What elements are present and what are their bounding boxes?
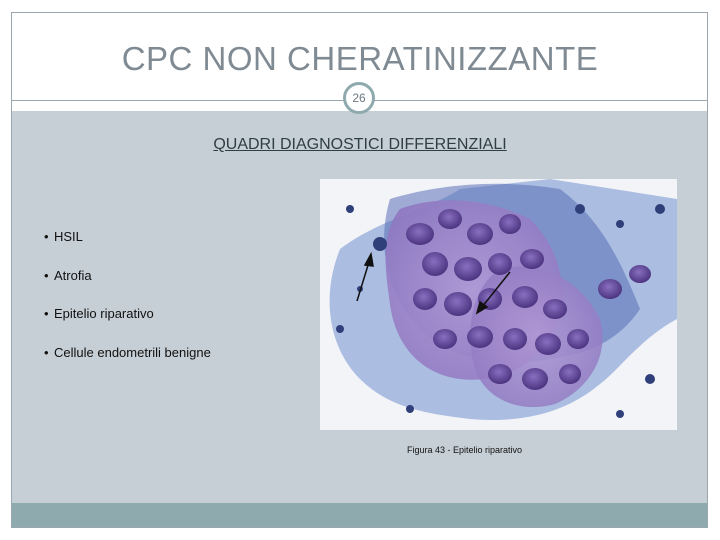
bullet-icon: • xyxy=(44,344,49,360)
bullet-item xyxy=(44,345,211,364)
bullet-item xyxy=(44,268,211,287)
bullet-text: Cellule endometrili benigne xyxy=(54,344,211,360)
slide-title: CPC NON CHERATINIZZANTE xyxy=(121,40,599,77)
bullet-text: Atrofia xyxy=(54,267,92,283)
bullet-icon: • xyxy=(44,306,49,321)
bullet-text: HSIL xyxy=(54,229,83,244)
bullet-item xyxy=(44,306,211,325)
footer-band xyxy=(12,503,707,527)
bullet-list xyxy=(44,229,211,383)
figure-caption: Figura 43 - Epitelio riparativo xyxy=(407,445,523,455)
micrograph-image xyxy=(320,179,677,430)
bullet-item xyxy=(44,229,211,248)
bullet-icon: • xyxy=(44,229,49,244)
slide-subtitle: QUADRI DIAGNOSTICI DIFFERENZIALI xyxy=(213,136,507,153)
page-number: 26 xyxy=(352,91,366,105)
bullet-icon: • xyxy=(44,267,49,283)
bullet-text: Epitelio riparativo xyxy=(54,306,154,321)
page-number-badge xyxy=(343,82,375,114)
